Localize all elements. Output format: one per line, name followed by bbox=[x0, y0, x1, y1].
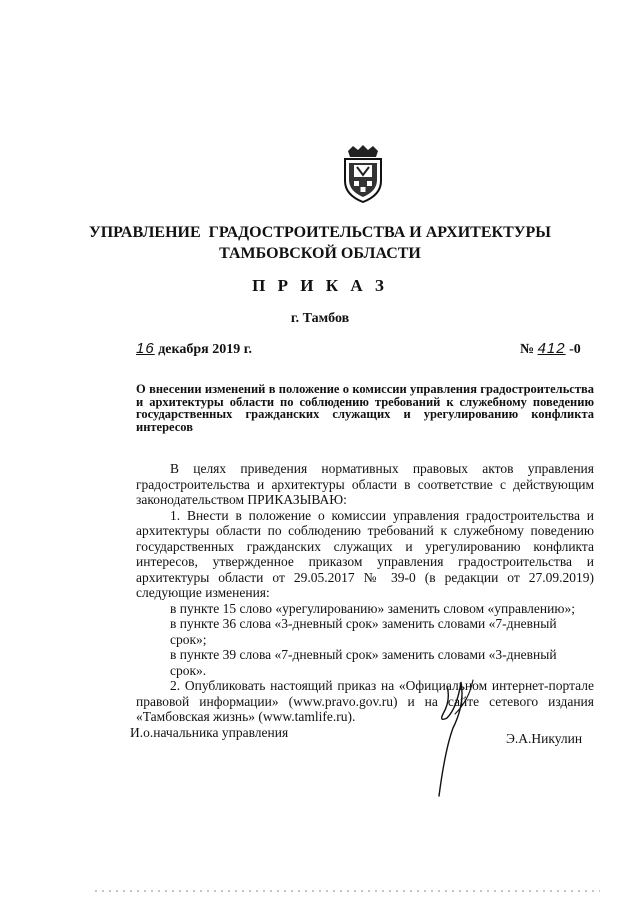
organization-title-line1: УПРАВЛЕНИЕ ГРАДОСТРОИТЕЛЬСТВА И АРХИТЕКТУРЫ bbox=[88, 224, 552, 241]
change-item: в пункте 39 слова «7-дневный срок» заменить словами «3-дневный срок». bbox=[170, 647, 557, 678]
signatory-position: И.о.начальника управления bbox=[130, 725, 289, 740]
number-handwritten: 412 bbox=[537, 340, 566, 357]
handwritten-signature bbox=[425, 678, 485, 798]
preamble-paragraph: В целях приведения нормативных правовых актов управления градостроительства и архитектуры области в соответствие с действующим законодательством ПРИКАЗЫВАЮ: bbox=[136, 461, 594, 507]
change-item: в пункте 15 слово «урегулированию» заменить словом «управлению»; bbox=[170, 600, 575, 616]
number-suffix: -0 bbox=[565, 342, 581, 357]
item-2-paragraph: 2. Опубликовать настоящий приказ на «Официальном интернет-портале правовой информации» (www.pravo.gov.ru) и на сайте сетевого издания «Тамбовская жизнь» (www.tamlife.ru). bbox=[136, 678, 594, 724]
organization-title bbox=[0, 222, 640, 264]
document-subject: О внесении изменений в положение о комиссии управления градостроительства и архитектуры области по соблюдению требований к служебному поведению государственных гражданских служащих и урегулированию конфликта интересов bbox=[136, 382, 594, 434]
document-body bbox=[136, 461, 594, 725]
item-1-paragraph: 1. Внести в положение о комиссии управления градостроительства и архитектуры области по соблюдению требований к служебному поведению государственных гражданских служащих и урегулированию конфликта интересов, утвержденное приказом управления градостроительства и архитектуры области от 29.05.2017 № 39-0 (в редакции от 27.09.2019) следующие изменения: bbox=[136, 507, 594, 600]
organization-title-line2: ТАМБОВСКОЙ ОБЛАСТИ bbox=[219, 245, 421, 262]
coat-of-arms-icon bbox=[340, 145, 386, 203]
change-item: в пункте 36 слова «3-дневный срок» заменить словами «7-дневный срок»; bbox=[170, 616, 557, 647]
city: г. Тамбов bbox=[290, 311, 350, 326]
signatory-name: Э.А.Никулин bbox=[506, 731, 583, 746]
date-day-handwritten: 16 bbox=[136, 340, 155, 357]
number-prefix: № bbox=[520, 342, 538, 357]
date-rest: декабря 2019 г. bbox=[154, 342, 252, 357]
document-number bbox=[520, 340, 581, 358]
scan-edge-artifact bbox=[0, 888, 640, 894]
document-type: П Р И К А З bbox=[252, 276, 388, 295]
document-date bbox=[136, 340, 252, 358]
